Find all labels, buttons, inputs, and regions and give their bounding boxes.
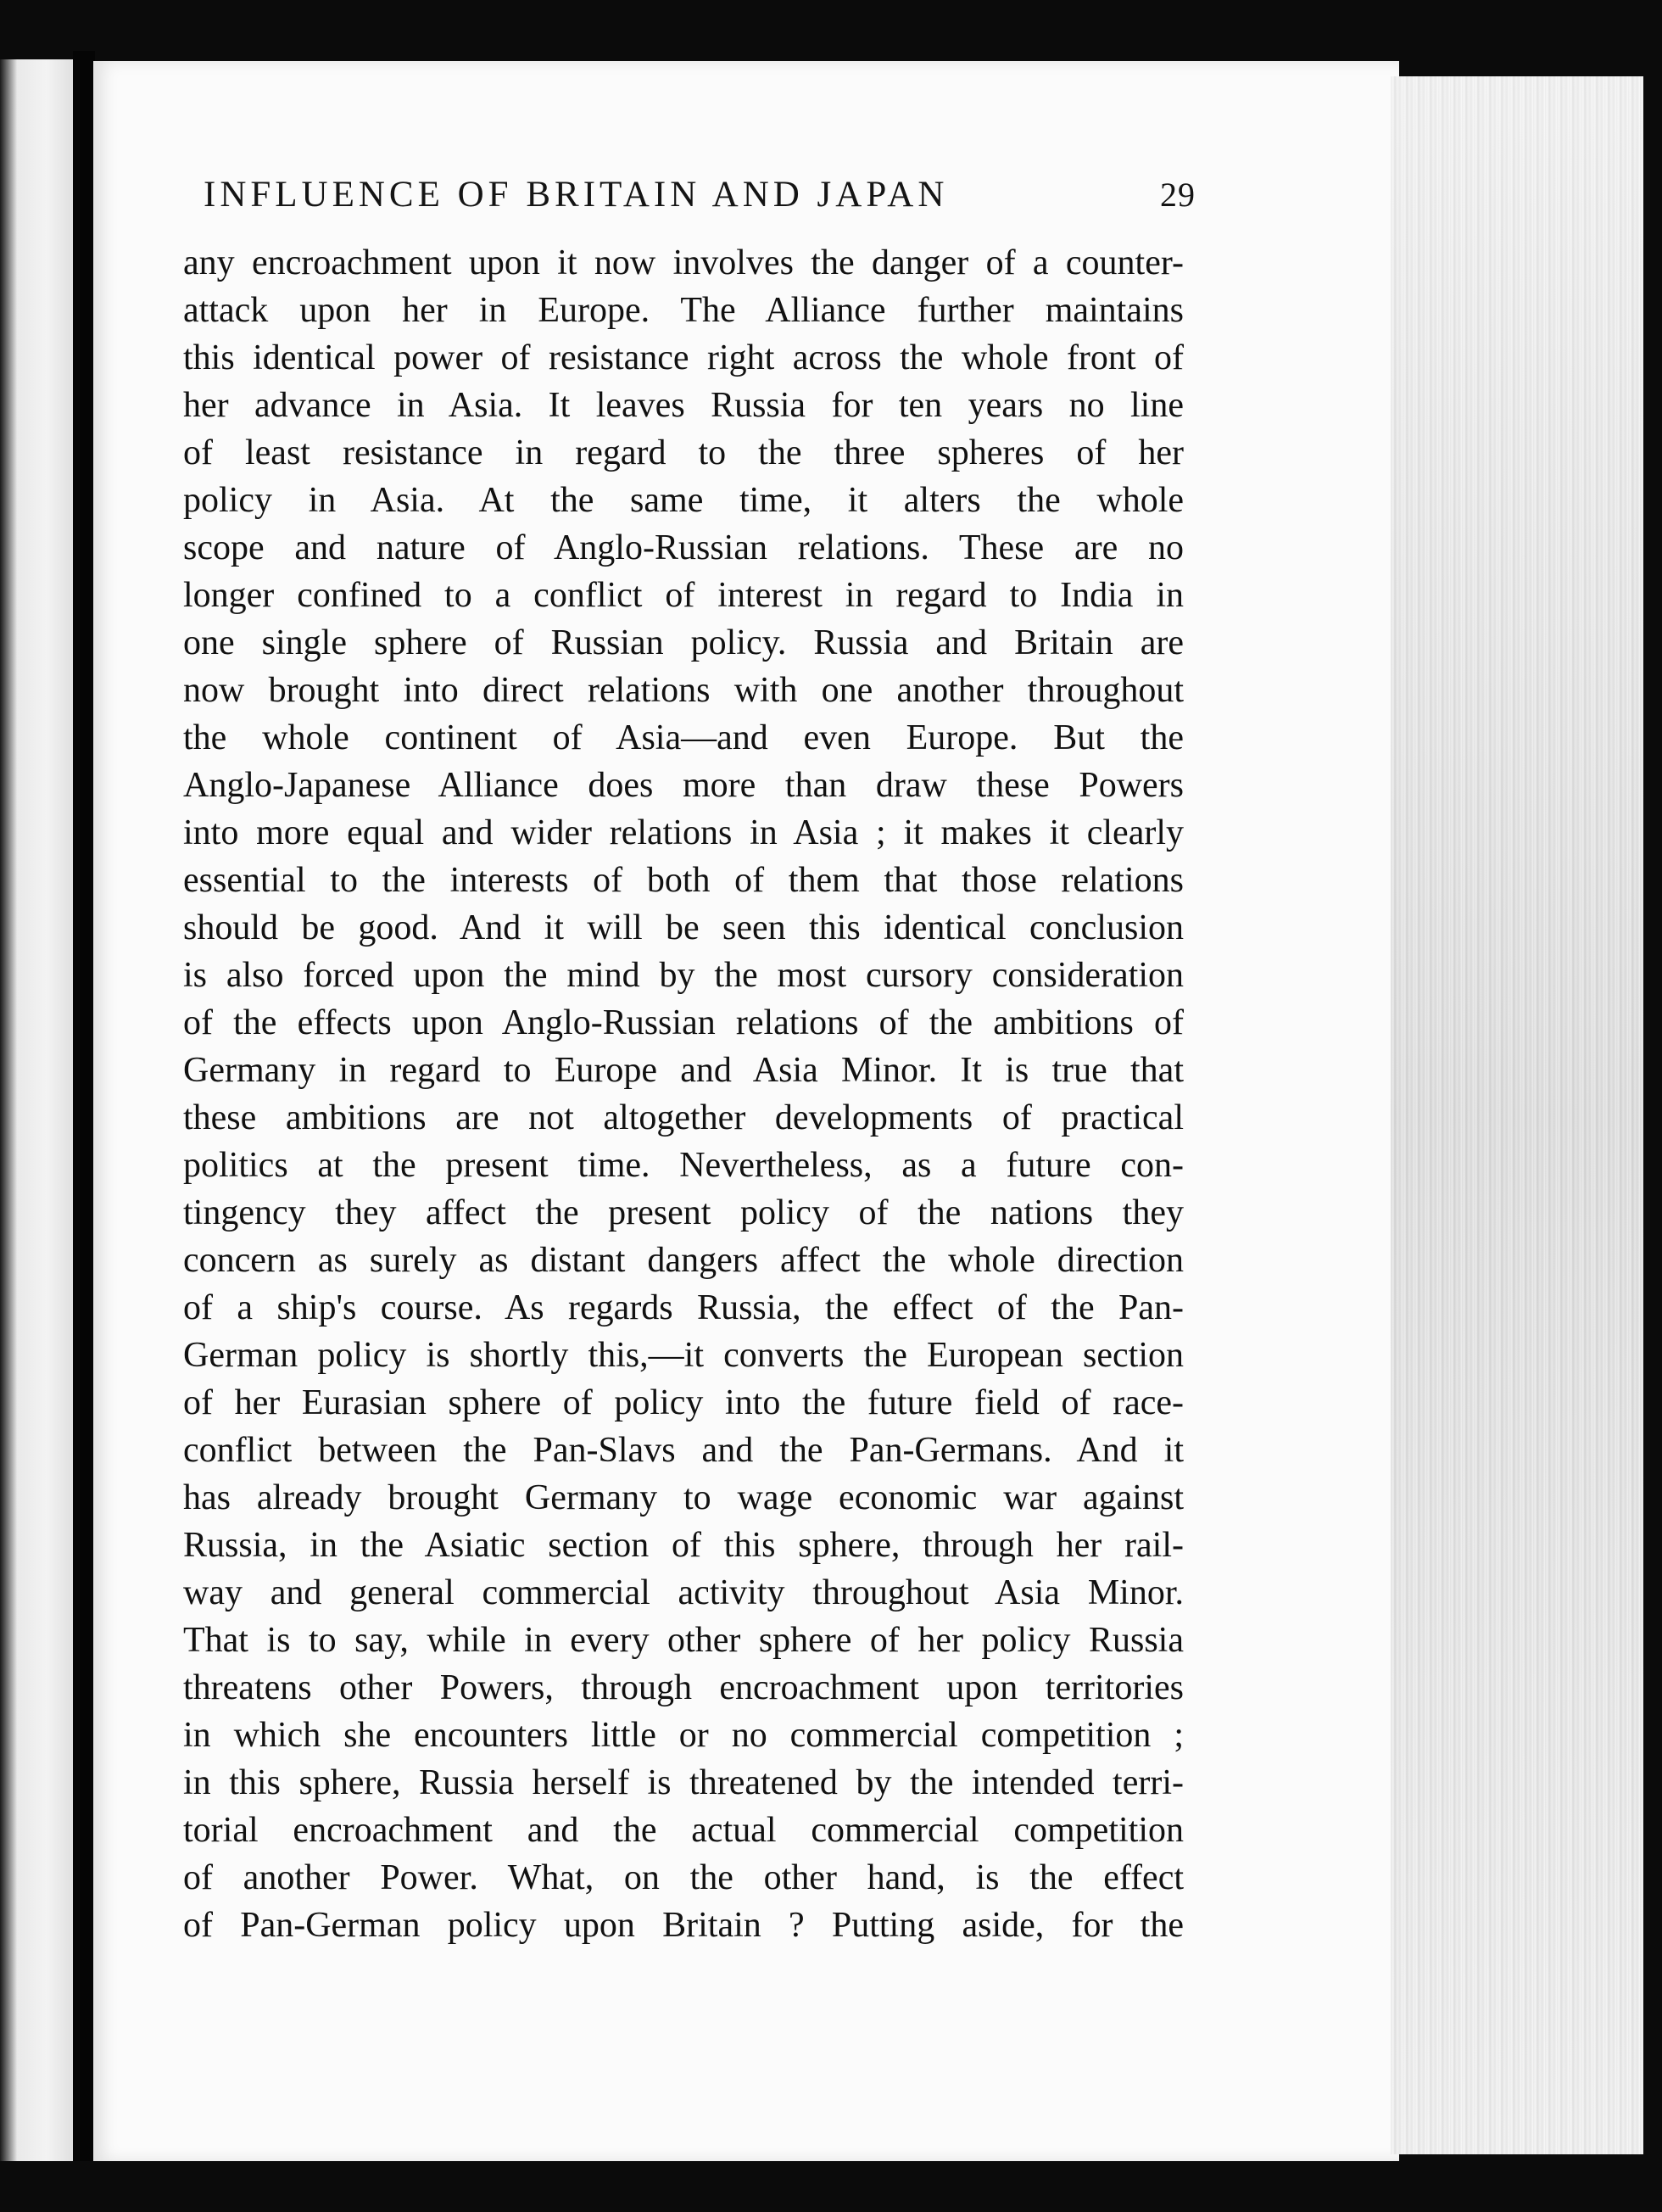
text-line: into more equal and wider relations in Asia ; it makes it clearly <box>183 813 1184 852</box>
running-title: INFLUENCE OF BRITAIN AND JAPAN <box>204 175 949 215</box>
text-line: in which she encounters little or no commercial competition ; <box>183 1716 1184 1755</box>
text-line: of Pan-German policy upon Britain ? Putting aside, for the <box>183 1906 1184 1945</box>
book-gutter <box>73 51 95 2171</box>
page-number: 29 <box>1160 176 1196 214</box>
text-line: is also forced upon the mind by the most cursory consideration <box>183 956 1184 995</box>
text-line: scope and nature of Anglo-Russian relations. These are no <box>183 528 1184 567</box>
text-line: German policy is shortly this,—it converts the European section <box>183 1336 1184 1375</box>
text-line: Anglo-Japanese Alliance does more than draw these Powers <box>183 766 1184 805</box>
text-line: essential to the interests of both of them that those relations <box>183 861 1184 900</box>
text-line: this identical power of resistance right across the whole front of <box>183 338 1184 377</box>
text-line: longer confined to a conflict of interest in regard to India in <box>183 576 1184 615</box>
text-line: Russia, in the Asiatic section of this sphere, through her rail- <box>183 1526 1184 1565</box>
text-line: her advance in Asia. It leaves Russia for ten years no line <box>183 386 1184 425</box>
text-line: tingency they affect the present policy of the nations they <box>183 1193 1184 1232</box>
text-line: of a ship's course. As regards Russia, the effect of the Pan- <box>183 1288 1184 1327</box>
text-line: way and general commercial activity throughout Asia Minor. <box>183 1573 1184 1612</box>
text-line: torial encroachment and the actual commercial competition <box>183 1811 1184 1850</box>
text-line: policy in Asia. At the same time, it alters the whole <box>183 481 1184 520</box>
text-line: conflict between the Pan-Slavs and the Pan-Germans. And it <box>183 1431 1184 1470</box>
text-line: concern as surely as distant dangers affect the whole direction <box>183 1241 1184 1280</box>
text-line: of her Eurasian sphere of policy into the future field of race- <box>183 1383 1184 1422</box>
text-line: Germany in regard to Europe and Asia Minor. It is true that <box>183 1051 1184 1090</box>
text-line: one single sphere of Russian policy. Russia and Britain are <box>183 623 1184 662</box>
text-line: has already brought Germany to wage economic war against <box>183 1478 1184 1517</box>
text-line: politics at the present time. Nevertheless, as a future con- <box>183 1146 1184 1185</box>
text-line: of least resistance in regard to the three spheres of her <box>183 433 1184 472</box>
running-head <box>204 174 1196 225</box>
scan-border <box>0 2161 1662 2212</box>
text-line: threatens other Powers, through encroachment upon territories <box>183 1668 1184 1707</box>
text-line: now brought into direct relations with one another throughout <box>183 671 1184 710</box>
text-line: That is to say, while in every other sphere of her policy Russia <box>183 1621 1184 1660</box>
text-line: should be good. And it will be seen this identical conclusion <box>183 908 1184 947</box>
text-line: of the effects upon Anglo-Russian relations of the ambitions of <box>183 1003 1184 1042</box>
text-line: any encroachment upon it now involves the danger of a counter- <box>183 243 1184 282</box>
text-line: of another Power. What, on the other hand, is the effect <box>183 1858 1184 1897</box>
previous-page-edge <box>0 59 78 2163</box>
text-line: these ambitions are not altogether developments of practical <box>183 1098 1184 1137</box>
body-text <box>183 239 1184 1949</box>
text-line: in this sphere, Russia herself is threatened by the intended terri- <box>183 1763 1184 1802</box>
text-line: the whole continent of Asia—and even Europe. But the <box>183 718 1184 757</box>
stacked-page-edges <box>1391 76 1643 2154</box>
text-line: attack upon her in Europe. The Alliance further maintains <box>183 291 1184 330</box>
